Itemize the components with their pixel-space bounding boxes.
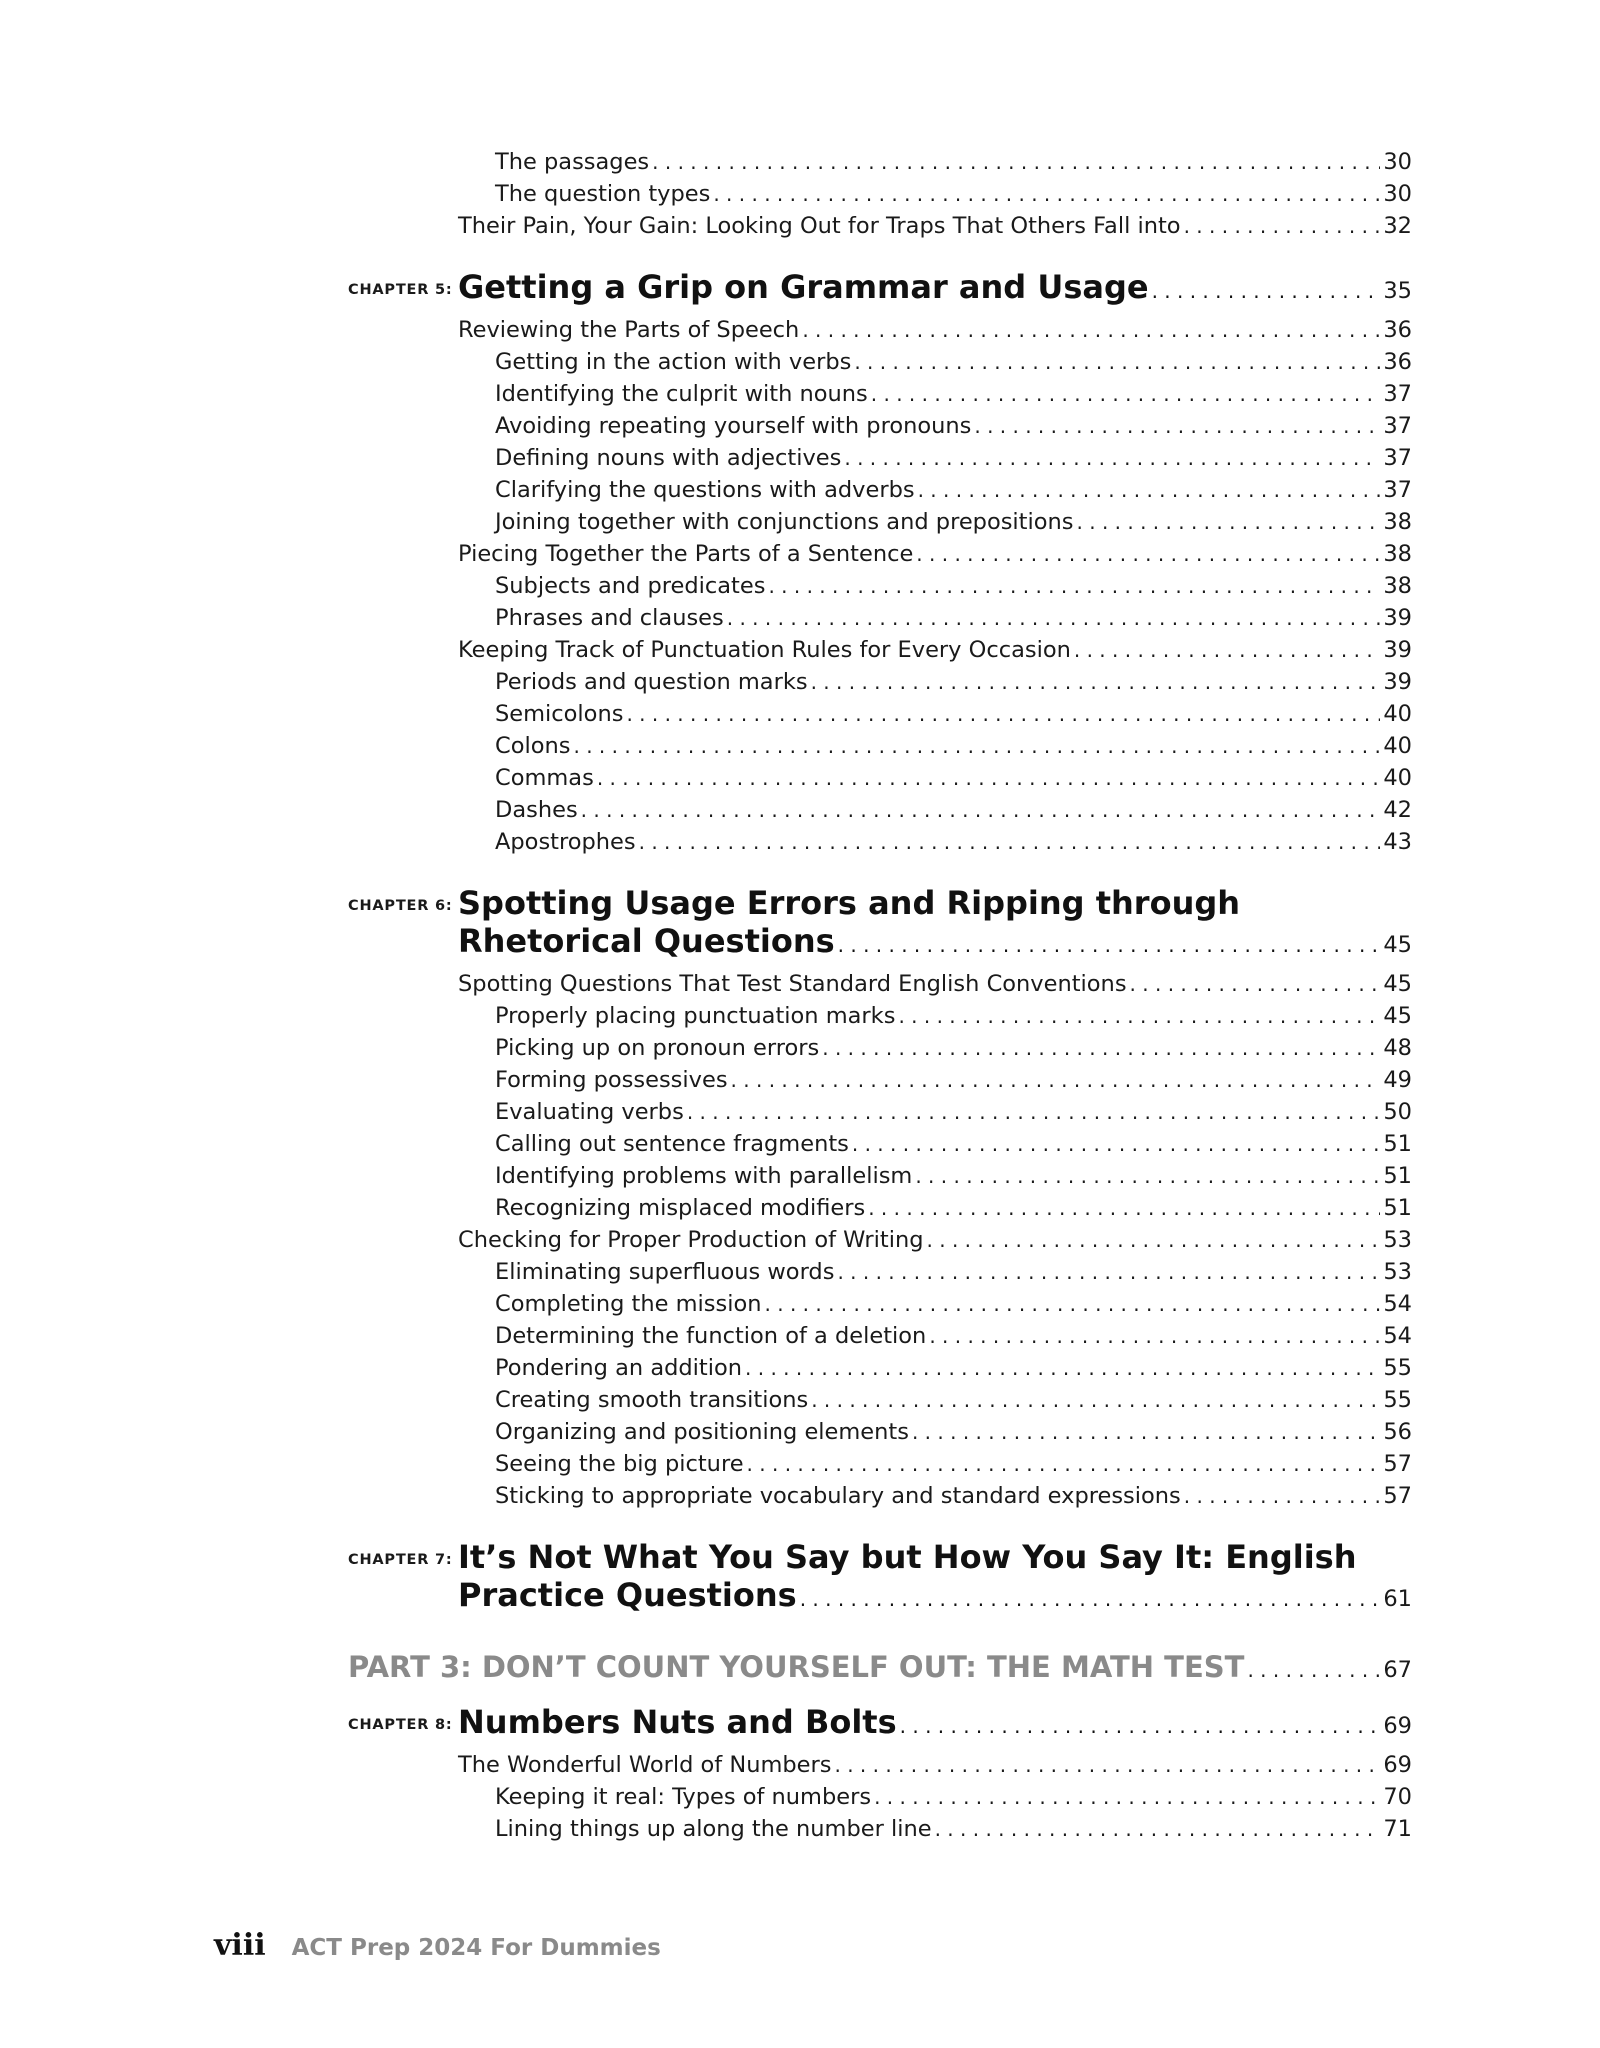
- dot-leader: [838, 926, 1381, 964]
- chapter-title-text: Numbers Nuts and Bolts: [458, 1703, 897, 1741]
- toc-subsection[interactable]: [348, 1032, 1412, 1064]
- chapter-label: CHAPTER 6:: [348, 898, 453, 914]
- toc-entry-title: Getting in the action with verbs: [495, 349, 852, 375]
- dot-leader: [835, 1749, 1381, 1781]
- toc-entry-title: Apostrophes: [495, 829, 636, 855]
- toc-section[interactable]: [348, 968, 1412, 1000]
- toc-subsection[interactable]: [348, 1000, 1412, 1032]
- toc-page-number: 51: [1383, 1195, 1412, 1221]
- dot-leader: [898, 1000, 1380, 1032]
- toc-entry-title: Creating smooth transitions: [495, 1387, 809, 1413]
- toc-page-number: 37: [1383, 477, 1412, 503]
- toc-section[interactable]: [348, 314, 1412, 346]
- dot-leader: [900, 1707, 1381, 1745]
- toc-subsection[interactable]: [348, 698, 1412, 730]
- toc-page-number: 38: [1383, 541, 1412, 567]
- toc-subsection[interactable]: [348, 1416, 1412, 1448]
- dot-leader: [581, 794, 1381, 826]
- chapter-label: CHAPTER 7:: [348, 1552, 453, 1568]
- toc-page-number: 50: [1383, 1099, 1412, 1125]
- dot-leader: [652, 146, 1380, 178]
- toc-part-heading[interactable]: [348, 1648, 1412, 1689]
- chapter-title[interactable]: [348, 884, 1412, 922]
- dot-leader: [811, 666, 1381, 698]
- part-title: PART 3: DON’T COUNT YOURSELF OUT: THE MATH TEST: [348, 1650, 1245, 1684]
- toc-entry-title: Identifying the culprit with nouns: [495, 381, 868, 407]
- toc-entry-title: Evaluating verbs: [495, 1099, 684, 1125]
- toc-page-number: 71: [1383, 1816, 1412, 1842]
- dot-leader: [844, 442, 1380, 474]
- toc-page-number: 40: [1383, 765, 1412, 791]
- dot-leader: [727, 602, 1381, 634]
- toc-page-number: 37: [1383, 445, 1412, 471]
- dot-leader: [626, 698, 1380, 730]
- chapter-title[interactable]: [348, 1538, 1412, 1576]
- toc-entry-title: Commas: [495, 765, 594, 791]
- toc-page-number: 55: [1383, 1387, 1412, 1413]
- dot-leader: [929, 1320, 1380, 1352]
- toc-subsection[interactable]: [348, 410, 1412, 442]
- toc-entry-title: Spotting Questions That Test Standard English Conventions: [458, 971, 1127, 997]
- dot-leader: [747, 1448, 1381, 1480]
- toc-page-number: 38: [1383, 573, 1412, 599]
- chapter-label: CHAPTER 5:: [348, 282, 453, 298]
- toc-page-number: 53: [1383, 1259, 1412, 1285]
- toc-subsection[interactable]: [348, 602, 1412, 634]
- dot-leader: [639, 826, 1381, 858]
- chapter-page-number: 69: [1383, 1713, 1412, 1739]
- toc-chapter: [348, 1703, 1412, 1845]
- toc-entry-title: Joining together with conjunctions and prepositions: [495, 509, 1074, 535]
- toc-subsection[interactable]: [348, 1064, 1412, 1096]
- toc-page-number: 40: [1383, 733, 1412, 759]
- toc-subsection[interactable]: [348, 346, 1412, 378]
- toc-page-number: 57: [1383, 1451, 1412, 1477]
- toc-entry-title: Calling out sentence fragments: [495, 1131, 849, 1157]
- toc-subsection[interactable]: [348, 1096, 1412, 1128]
- toc-subsection[interactable]: [348, 666, 1412, 698]
- toc-page-number: 55: [1383, 1355, 1412, 1381]
- toc-page-number: 36: [1383, 317, 1412, 343]
- toc-entry-title: Picking up on pronoun errors: [495, 1035, 820, 1061]
- dot-leader: [1130, 968, 1381, 1000]
- dot-leader: [765, 1288, 1381, 1320]
- toc-entry-title: Avoiding repeating yourself with pronouns: [495, 413, 972, 439]
- toc-page-number: 39: [1383, 669, 1412, 695]
- toc-entry-title: Periods and question marks: [495, 669, 808, 695]
- toc-subsection[interactable]: [348, 1480, 1412, 1512]
- dot-leader: [1184, 210, 1381, 242]
- dot-leader: [1077, 506, 1381, 538]
- toc-entry-title: Sticking to appropriate vocabulary and standard expressions: [495, 1483, 1181, 1509]
- toc-section[interactable]: [348, 210, 1412, 242]
- toc-entry-title: Subjects and predicates: [495, 573, 766, 599]
- toc-subsection[interactable]: [348, 1352, 1412, 1384]
- toc-entry-title: Properly placing punctuation marks: [495, 1003, 896, 1029]
- toc-subsection[interactable]: [348, 442, 1412, 474]
- toc-page-number: 56: [1383, 1419, 1412, 1445]
- toc-chapter: [348, 1538, 1412, 1618]
- toc-entry-title: Colons: [495, 733, 571, 759]
- toc-page-number: 53: [1383, 1227, 1412, 1253]
- chapter-title-text: It’s Not What You Say but How You Say It: English: [458, 1538, 1357, 1576]
- toc-page-number: 30: [1383, 181, 1412, 207]
- dot-leader: [597, 762, 1381, 794]
- dot-leader: [837, 1256, 1380, 1288]
- toc-entry-title: Determining the function of a deletion: [495, 1323, 927, 1349]
- toc-subsection[interactable]: [348, 1384, 1412, 1416]
- toc-subsection[interactable]: [348, 146, 1412, 178]
- toc-entry-title: The Wonderful World of Numbers: [458, 1752, 832, 1778]
- dot-leader: [1184, 1480, 1381, 1512]
- toc-subsection[interactable]: [348, 762, 1412, 794]
- dot-leader: [811, 1384, 1380, 1416]
- toc-entry-title: Identifying problems with parallelism: [495, 1163, 913, 1189]
- dot-leader: [1074, 634, 1380, 666]
- toc-page-number: 54: [1383, 1291, 1412, 1317]
- dot-leader: [687, 1096, 1381, 1128]
- toc-subsection[interactable]: [348, 1813, 1412, 1845]
- toc-subsection[interactable]: [348, 1128, 1412, 1160]
- toc-subsection[interactable]: [348, 1320, 1412, 1352]
- toc-page-number: 51: [1383, 1131, 1412, 1157]
- book-title: ACT Prep 2024 For Dummies: [291, 1935, 661, 1961]
- toc-page-number: 36: [1383, 349, 1412, 375]
- toc-entry-title: Completing the mission: [495, 1291, 762, 1317]
- toc-entry-title: The passages: [495, 149, 650, 175]
- toc-page-number: 57: [1383, 1483, 1412, 1509]
- dot-leader: [822, 1032, 1380, 1064]
- toc-entry-title: Forming possessives: [495, 1067, 728, 1093]
- dot-leader: [731, 1064, 1381, 1096]
- dot-leader: [915, 1160, 1380, 1192]
- dot-leader: [974, 410, 1380, 442]
- toc-subsection[interactable]: [348, 1288, 1412, 1320]
- chapter-title-text: Practice Questions: [458, 1576, 797, 1614]
- toc-subsection[interactable]: [348, 1192, 1412, 1224]
- toc-entry-title: Keeping it real: Types of numbers: [495, 1784, 872, 1810]
- toc-subsection[interactable]: [348, 1448, 1412, 1480]
- toc-entry-title: Defining nouns with adjectives: [495, 445, 842, 471]
- dot-leader: [802, 314, 1380, 346]
- dot-leader: [912, 1416, 1380, 1448]
- toc-subsection[interactable]: [348, 178, 1412, 210]
- chapter-title-text: Rhetorical Questions: [458, 922, 835, 960]
- toc-entry-title: Semicolons: [495, 701, 624, 727]
- toc-entry-title: Reviewing the Parts of Speech: [458, 317, 800, 343]
- toc-page-number: 37: [1383, 413, 1412, 439]
- chapter-title[interactable]: [348, 1703, 1412, 1745]
- toc-page-number: 30: [1383, 149, 1412, 175]
- toc-entry-title: Checking for Proper Production of Writing: [458, 1227, 924, 1253]
- dot-leader: [918, 474, 1381, 506]
- toc-entry-title: Phrases and clauses: [495, 605, 724, 631]
- toc-subsection[interactable]: [348, 506, 1412, 538]
- toc-entry-title: Dashes: [495, 797, 578, 823]
- toc-page-number: 40: [1383, 701, 1412, 727]
- page-footer: [214, 1928, 661, 1963]
- toc-page-number: 54: [1383, 1323, 1412, 1349]
- part-page-number: 67: [1383, 1657, 1412, 1683]
- toc-page-number: 42: [1383, 797, 1412, 823]
- toc-entry-title: Recognizing misplaced modifiers: [495, 1195, 866, 1221]
- chapter-page-number: 61: [1383, 1586, 1412, 1612]
- toc-subsection[interactable]: [348, 794, 1412, 826]
- dot-leader: [935, 1813, 1381, 1845]
- toc-subsection[interactable]: [348, 730, 1412, 762]
- dot-leader: [745, 1352, 1380, 1384]
- toc-page-number: 43: [1383, 829, 1412, 855]
- toc-page-number: 48: [1383, 1035, 1412, 1061]
- toc-entry-title: Piecing Together the Parts of a Sentence: [458, 541, 914, 567]
- dot-leader: [871, 378, 1381, 410]
- page-number: viii: [214, 1928, 266, 1963]
- toc-page-number: 49: [1383, 1067, 1412, 1093]
- chapter-title-text: Getting a Grip on Grammar and Usage: [458, 268, 1149, 306]
- dot-leader: [573, 730, 1380, 762]
- chapter-title[interactable]: [348, 922, 1412, 964]
- toc-subsection[interactable]: [348, 1256, 1412, 1288]
- toc-entry-title: Seeing the big picture: [495, 1451, 744, 1477]
- toc-entry-title: The question types: [495, 181, 711, 207]
- dot-leader: [874, 1781, 1380, 1813]
- dot-leader: [927, 1224, 1381, 1256]
- toc-page-number: 45: [1383, 1003, 1412, 1029]
- dot-leader: [854, 346, 1380, 378]
- toc-section[interactable]: [348, 634, 1412, 666]
- dot-leader: [852, 1128, 1380, 1160]
- toc-entry-title: Lining things up along the number line: [495, 1816, 932, 1842]
- dot-leader: [768, 570, 1380, 602]
- toc-chapter: [348, 268, 1412, 858]
- toc-section[interactable]: [348, 1749, 1412, 1781]
- dot-leader: [868, 1192, 1380, 1224]
- chapter-title[interactable]: [348, 268, 1412, 310]
- toc-chapter: [348, 884, 1412, 1512]
- toc-entry-title: Their Pain, Your Gain: Looking Out for Traps That Others Fall into: [458, 213, 1181, 239]
- dot-leader: [800, 1580, 1381, 1618]
- toc-entry-title: Keeping Track of Punctuation Rules for Every Occasion: [458, 637, 1071, 663]
- toc-page-number: 39: [1383, 637, 1412, 663]
- table-of-contents: [348, 146, 1412, 1845]
- toc-subsection[interactable]: [348, 474, 1412, 506]
- chapter-page-number: 45: [1383, 932, 1412, 958]
- toc-subsection[interactable]: [348, 1781, 1412, 1813]
- toc-page-number: 38: [1383, 509, 1412, 535]
- toc-page-number: 69: [1383, 1752, 1412, 1778]
- dot-leader: [713, 178, 1380, 210]
- toc-entry-title: Organizing and positioning elements: [495, 1419, 909, 1445]
- toc-entry-title: Eliminating superfluous words: [495, 1259, 835, 1285]
- toc-subsection[interactable]: [348, 1160, 1412, 1192]
- toc-page-number: 70: [1383, 1784, 1412, 1810]
- toc-subsection[interactable]: [348, 378, 1412, 410]
- dot-leader: [1247, 1651, 1380, 1689]
- toc-page-number: 37: [1383, 381, 1412, 407]
- chapter-title[interactable]: [348, 1576, 1412, 1618]
- toc-subsection[interactable]: [348, 570, 1412, 602]
- chapter-page-number: 35: [1383, 278, 1412, 304]
- toc-section[interactable]: [348, 1224, 1412, 1256]
- toc-section[interactable]: [348, 538, 1412, 570]
- toc-page-number: 51: [1383, 1163, 1412, 1189]
- toc-page-number: 32: [1383, 213, 1412, 239]
- dot-leader: [1152, 272, 1381, 310]
- toc-entry-title: Pondering an addition: [495, 1355, 743, 1381]
- chapter-label: CHAPTER 8:: [348, 1717, 453, 1733]
- dot-leader: [916, 538, 1380, 570]
- toc-subsection[interactable]: [348, 826, 1412, 858]
- toc-entry-title: Clarifying the questions with adverbs: [495, 477, 915, 503]
- toc-page-number: 39: [1383, 605, 1412, 631]
- toc-page-number: 45: [1383, 971, 1412, 997]
- chapter-title-text: Spotting Usage Errors and Ripping through: [458, 884, 1241, 922]
